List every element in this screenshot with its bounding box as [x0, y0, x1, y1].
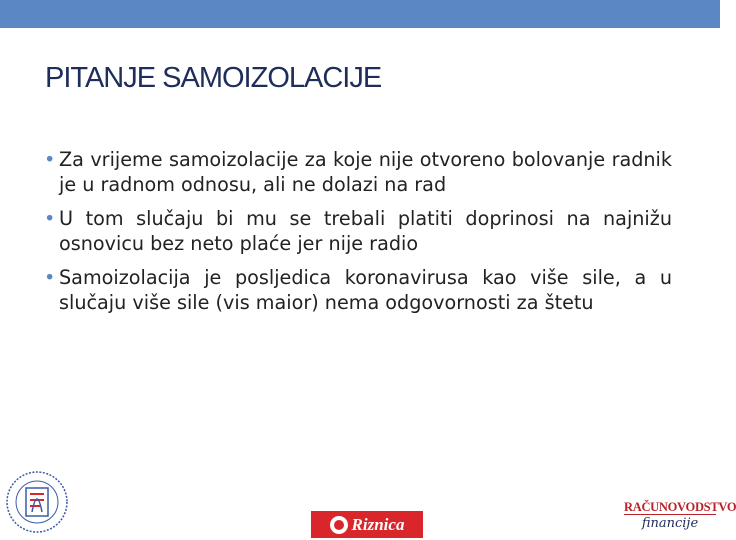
bullet-icon: •	[44, 266, 56, 289]
association-seal-logo	[4, 466, 70, 536]
top-accent-bar	[0, 0, 720, 28]
racunovodstvo-financije-logo	[624, 500, 736, 538]
bullet-text: U tom slučaju bi mu se trebali platiti doprinosi na najnižu osnovicu bez neto plaće jer nije radio	[59, 207, 672, 255]
riznica-logo	[311, 511, 423, 538]
bullet-icon: •	[44, 148, 56, 171]
bullet-item	[44, 148, 672, 197]
riznica-emblem-icon	[330, 516, 348, 534]
riznica-logo-text: Riznica	[351, 514, 405, 534]
slide-title: PITANJE SAMOIZOLACIJE	[45, 62, 382, 94]
bullet-item	[44, 207, 672, 256]
bullet-item	[44, 266, 672, 315]
bullet-text: Samoizolacija je posljedica koronavirusa kao više sile, a u slučaju više sile (vis maior) nema odgovornosti za štetu	[59, 266, 672, 314]
financije-logo-text: financije	[641, 516, 699, 531]
bullet-icon: •	[44, 207, 56, 230]
racunovodstvo-logo-text: RAČUNOVODSTVO	[624, 500, 736, 514]
bullet-text: Za vrijeme samoizolacije za koje nije otvoreno bolovanje radnik je u radnom odnosu, ali ne dolazi na rad	[59, 148, 672, 196]
bullet-list	[44, 148, 672, 325]
